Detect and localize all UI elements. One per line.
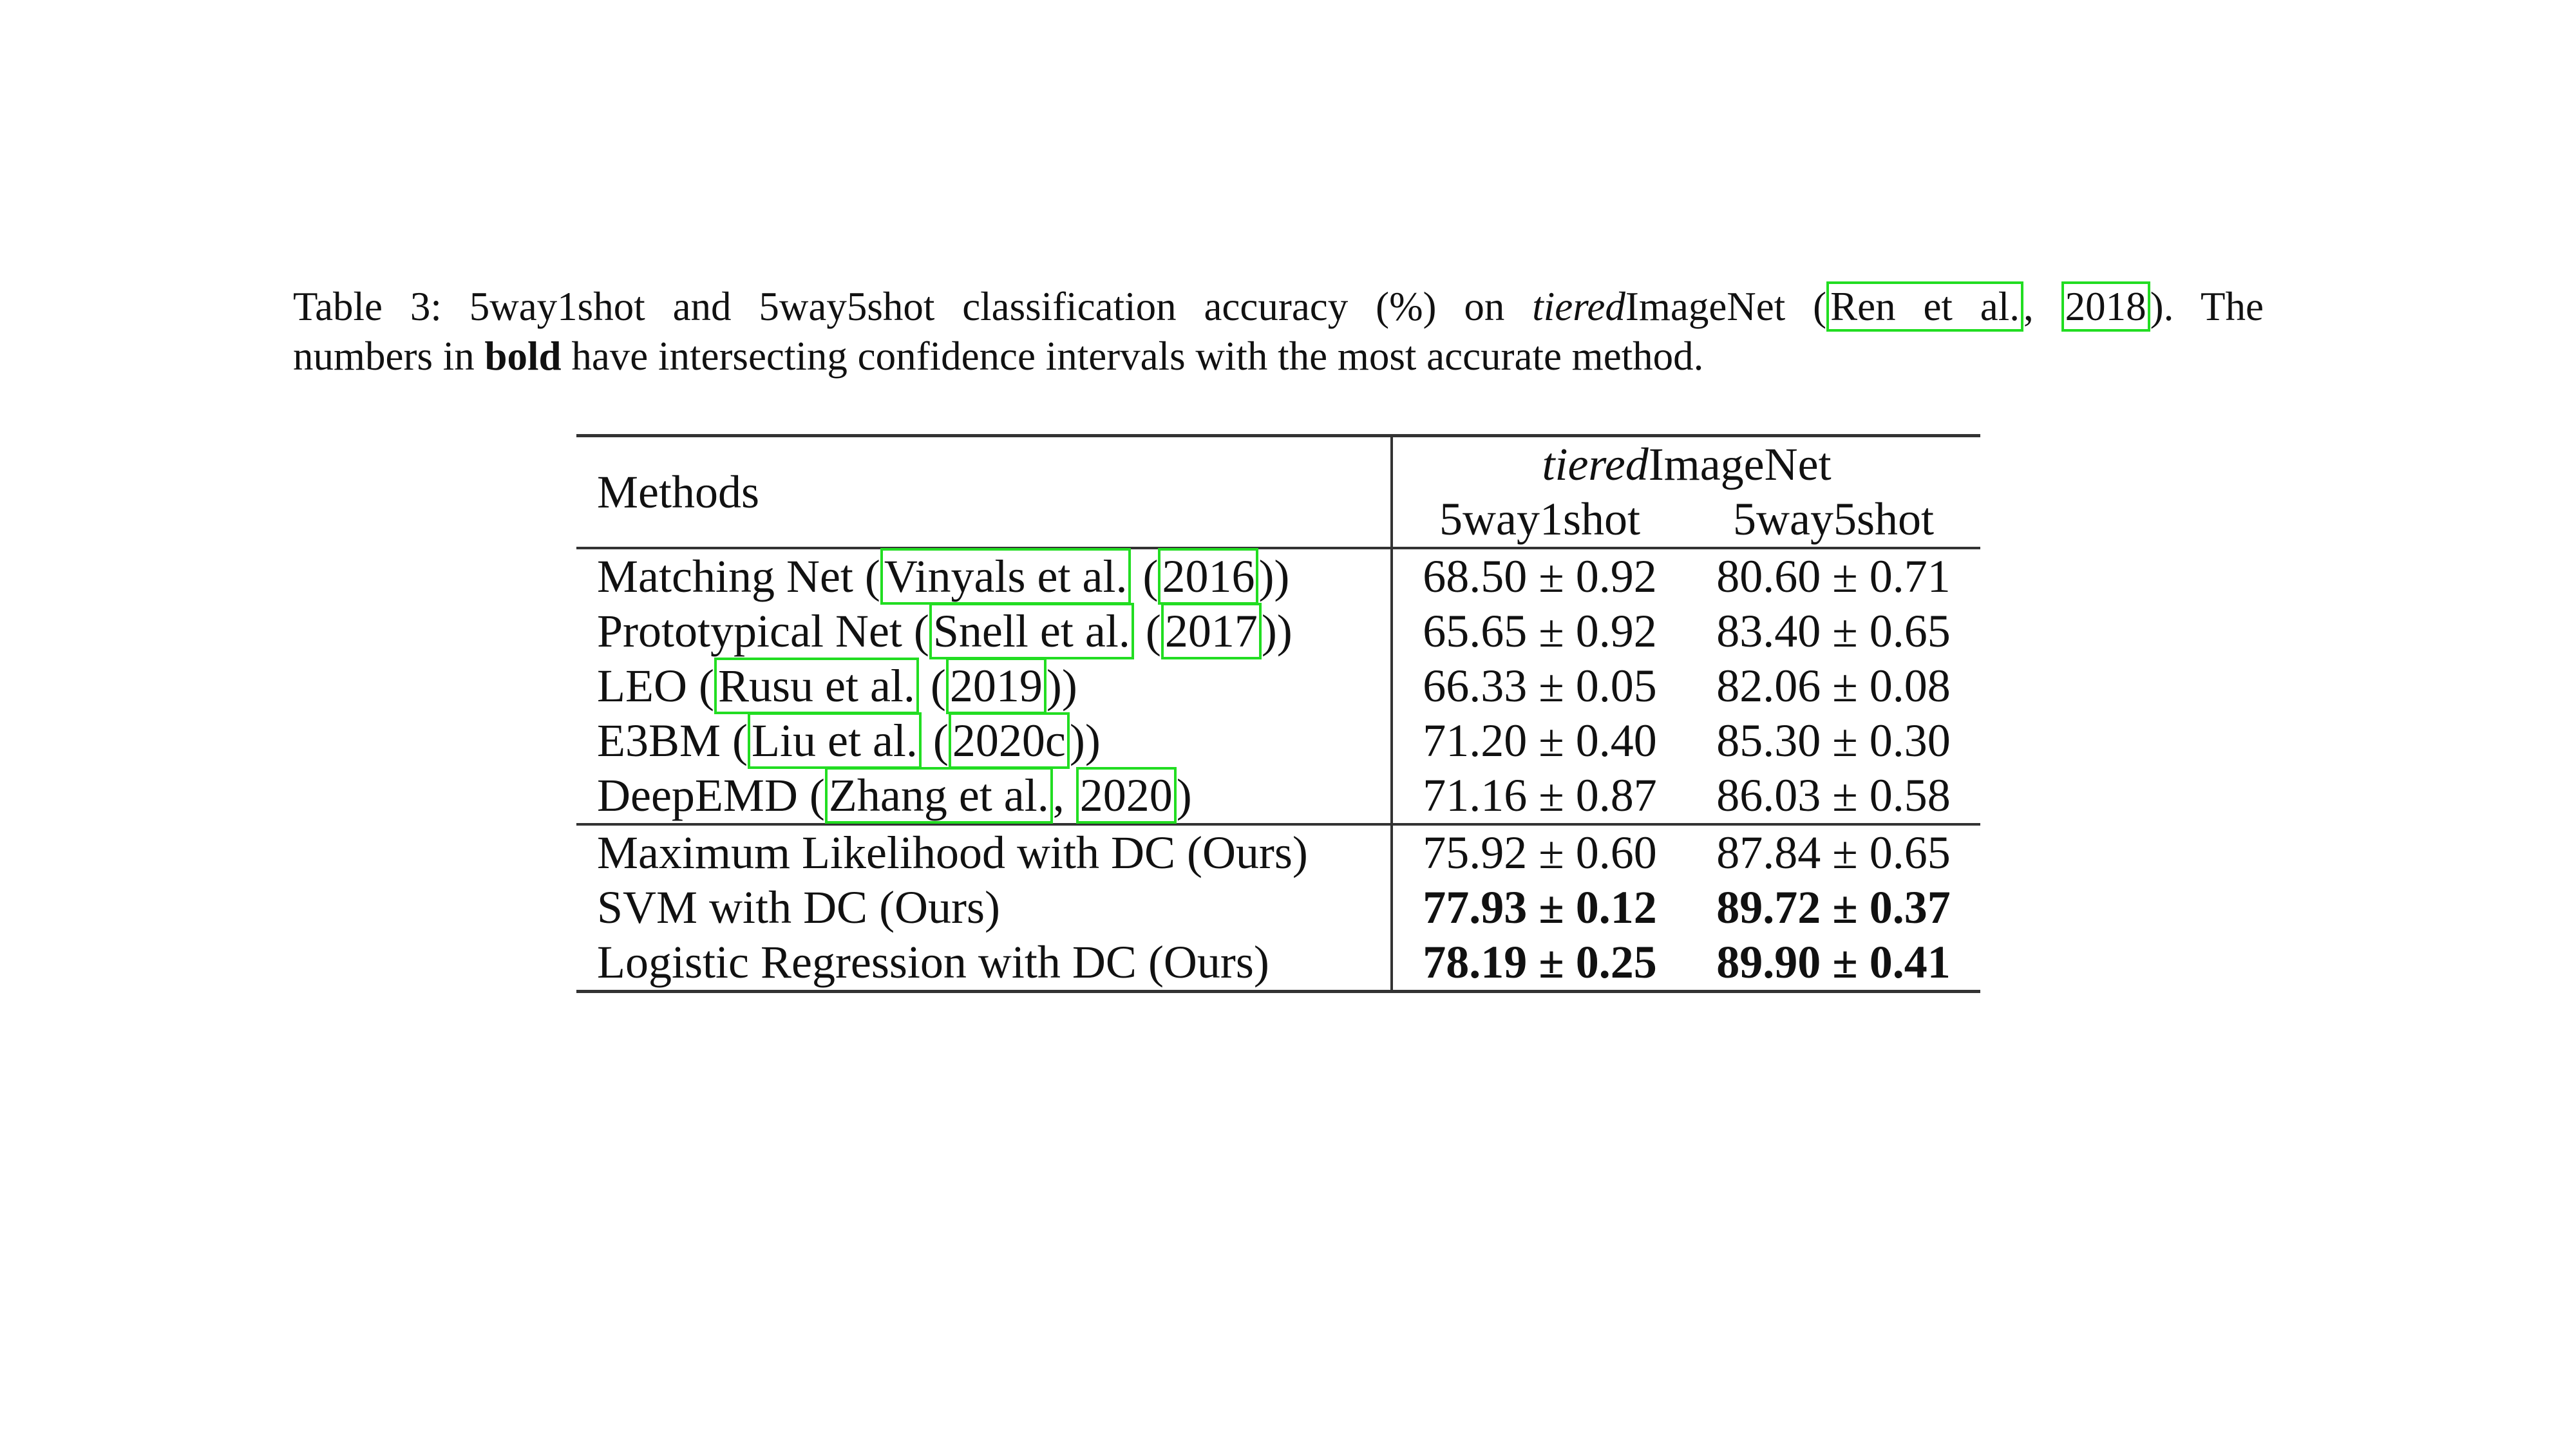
methods-header: Methods (576, 436, 1392, 549)
citation-close: )) (1069, 715, 1101, 766)
method-name-cell (576, 604, 1392, 659)
method-name: Matching Net ( (597, 551, 880, 602)
col-header-5way5shot: 5way5shot (1733, 493, 1934, 545)
caption-citation-year-link[interactable]: 2018 (2061, 281, 2150, 332)
citation-year-link[interactable]: 2016 (1158, 548, 1258, 605)
dataset-header-italic: tiered (1542, 439, 1649, 490)
dataset-header-rest: ImageNet (1648, 439, 1832, 490)
dataset-header (1392, 436, 1980, 493)
caption-prefix: Table 3: 5way1shot and 5way5shot classification accuracy (%) on (293, 284, 1533, 329)
caption-citation-separator: , (2023, 284, 2061, 329)
accuracy-5way1shot: 66.33 ± 0.05 (1392, 659, 1687, 714)
method-name: SVM with DC (Ours) (597, 882, 1001, 933)
table-row-ours (576, 824, 1980, 880)
citation-year-link[interactable]: 2019 (946, 658, 1046, 714)
accuracy-5way5shot: 80.60 ± 0.71 (1687, 548, 1980, 604)
method-name: Logistic Regression with DC (Ours) (576, 935, 1392, 992)
accuracy-5way1shot: 78.19 ± 0.25 (1392, 935, 1687, 992)
citation-separator: ( (921, 715, 949, 766)
method-name: E3BM ( (597, 715, 748, 766)
caption-dataset-rest: ImageNet ( (1625, 284, 1827, 329)
accuracy-5way5shot: 87.84 ± 0.65 (1687, 824, 1980, 880)
results-table (576, 434, 1980, 993)
method-name-cell (576, 714, 1392, 768)
accuracy-5way1shot: 68.50 ± 0.92 (1392, 548, 1687, 604)
accuracy-5way5shot: 89.90 ± 0.41 (1687, 935, 1980, 992)
citation-author-link[interactable]: Vinyals et al. (880, 548, 1132, 605)
citation-author-link[interactable]: Liu et al. (748, 712, 922, 769)
citation-year-link[interactable]: 2017 (1161, 603, 1262, 659)
accuracy-5way1shot: 65.65 ± 0.92 (1392, 604, 1687, 659)
citation-close: )) (1258, 551, 1290, 602)
caption-line2-start: numbers in (293, 334, 485, 379)
accuracy-5way5shot: 83.40 ± 0.65 (1716, 605, 1951, 657)
caption-line2-end: have intersecting confidence intervals with the most accurate method. (561, 334, 1704, 379)
accuracy-5way1shot: 77.93 ± 0.12 (1392, 880, 1687, 935)
citation-author-link[interactable]: Snell et al. (929, 603, 1134, 659)
accuracy-5way1shot: 71.20 ± 0.40 (1392, 714, 1687, 768)
accuracy-5way5shot: 82.06 ± 0.08 (1716, 660, 1951, 712)
col-header-5way1shot: 5way1shot (1392, 492, 1687, 548)
method-name-cell (576, 548, 1392, 604)
caption-line1-end: ). The (2150, 284, 2264, 329)
table-row-baseline (576, 714, 1980, 768)
method-name: LEO ( (597, 660, 714, 712)
caption-dataset-italic: tiered (1532, 284, 1625, 329)
citation-close: )) (1046, 660, 1077, 712)
citation-year-link[interactable]: 2020c (949, 712, 1070, 769)
citation-author-link[interactable]: Rusu et al. (714, 658, 919, 714)
table-row-baseline (576, 604, 1980, 659)
method-name: Prototypical Net ( (597, 605, 929, 657)
accuracy-5way5shot: 86.03 ± 0.58 (1716, 770, 1951, 821)
caption-citation-author-link[interactable]: Ren et al. (1826, 281, 2023, 332)
citation-separator: , (1052, 770, 1076, 821)
accuracy-5way5shot: 85.30 ± 0.30 (1716, 715, 1951, 766)
table-row-ours (576, 935, 1980, 992)
accuracy-5way1shot: 71.16 ± 0.87 (1392, 768, 1687, 824)
table-row-ours (576, 880, 1980, 935)
citation-close: ) (1176, 770, 1192, 821)
citation-separator: ( (918, 660, 946, 712)
citation-separator: ( (1131, 551, 1159, 602)
accuracy-5way1shot: 75.92 ± 0.60 (1392, 824, 1687, 880)
citation-author-link[interactable]: Zhang et al. (825, 767, 1053, 824)
method-name-cell (576, 659, 1392, 714)
table-row-baseline (576, 768, 1980, 824)
table-row-baseline (576, 659, 1980, 714)
citation-separator: ( (1133, 605, 1161, 657)
results-table-container (576, 434, 1980, 993)
table-caption (293, 282, 2264, 381)
table-row-baseline (576, 548, 1980, 604)
method-name: DeepEMD ( (597, 770, 825, 821)
caption-bold-word: bold (484, 334, 562, 379)
citation-close: )) (1261, 605, 1293, 657)
citation-year-link[interactable]: 2020 (1076, 767, 1177, 824)
method-name-cell (576, 768, 1392, 824)
method-name: Maximum Likelihood with DC (Ours) (576, 824, 1392, 880)
caption-line-2 (293, 332, 2264, 381)
accuracy-5way5shot: 89.72 ± 0.37 (1716, 882, 1951, 933)
caption-line-1 (293, 282, 2264, 332)
header-row-1 (576, 436, 1980, 493)
